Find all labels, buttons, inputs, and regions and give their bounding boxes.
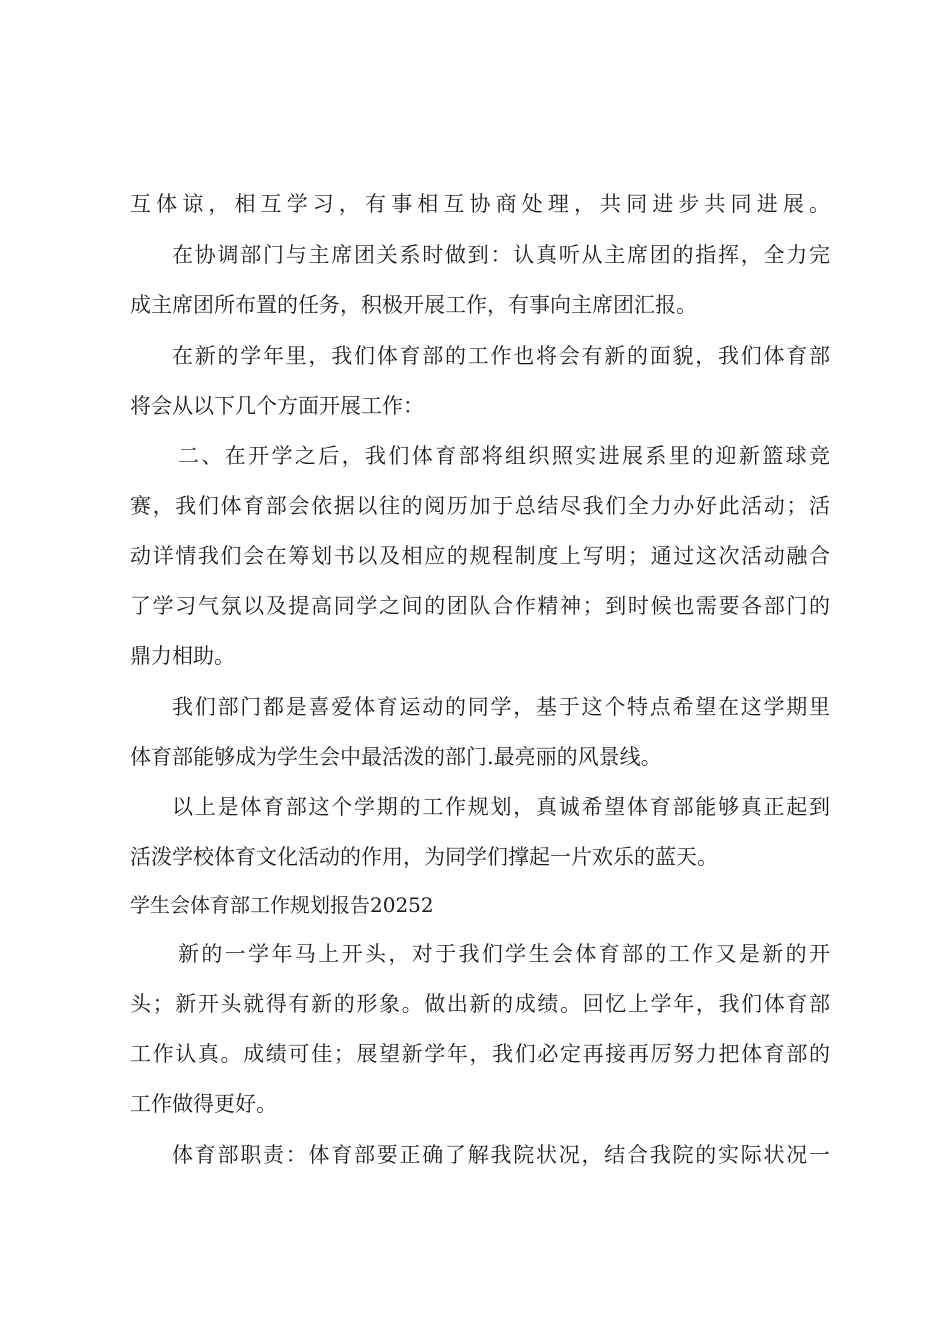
text-line: 以上是体育部这个学期的工作规划，真诚希望体育部能够真正起到 bbox=[172, 795, 830, 819]
text-line: 了学习气氛以及提高同学之间的团队合作精神；到时候也需要各部门的 bbox=[130, 594, 830, 618]
text-line: 在新的学年里，我们体育部的工作也将会有新的面貌，我们体育部 bbox=[172, 344, 830, 368]
text-line: 在协调部门与主席团关系时做到：认真听从主席团的指挥，全力完 bbox=[172, 243, 830, 267]
text-line: 我们部门都是喜爱体育运动的同学，基于这个特点希望在这学期里 bbox=[172, 695, 830, 719]
text-line: 工作做得更好。 bbox=[130, 1092, 277, 1116]
text-line: 赛，我们体育部会依据以往的阅历加于总结尽我们全力办好此活动；活 bbox=[130, 494, 830, 518]
text-line: 二、在开学之后，我们体育部将组织照实进展系里的迎新篮球竞 bbox=[178, 444, 830, 468]
text-line: 互体谅，相互学习，有事相互协商处理，共同进步共同进展。 bbox=[130, 192, 830, 216]
text-line: 将会从以下几个方面开展工作： bbox=[130, 394, 424, 418]
text-line: 体育部能够成为学生会中最活泼的部门.最亮丽的风景线。 bbox=[130, 745, 662, 769]
text-line: 工作认真。成绩可佳；展望新学年，我们必定再接再厉努力把体育部的 bbox=[130, 1042, 830, 1066]
text-line: 鼎力相助。 bbox=[130, 644, 235, 668]
text-line: 成主席团所布置的任务，积极开展工作，有事向主席团汇报。 bbox=[130, 293, 697, 317]
text-line: 头；新开头就得有新的形象。做出新的成绩。回忆上学年，我们体育部 bbox=[130, 992, 830, 1016]
text-line: 体育部职责：体育部要正确了解我院状况，结合我院的实际状况一 bbox=[172, 1143, 830, 1167]
text-line: 动详情我们会在筹划书以及相应的规程制度上写明；通过这次活动融合 bbox=[130, 544, 830, 568]
section-heading: 学生会体育部工作规划报告20252 bbox=[130, 893, 434, 917]
text-line: 新的一学年马上开头，对于我们学生会体育部的工作又是新的开 bbox=[178, 942, 830, 966]
text-line: 活泼学校体育文化活动的作用，为同学们撑起一片欢乐的蓝天。 bbox=[130, 845, 718, 869]
